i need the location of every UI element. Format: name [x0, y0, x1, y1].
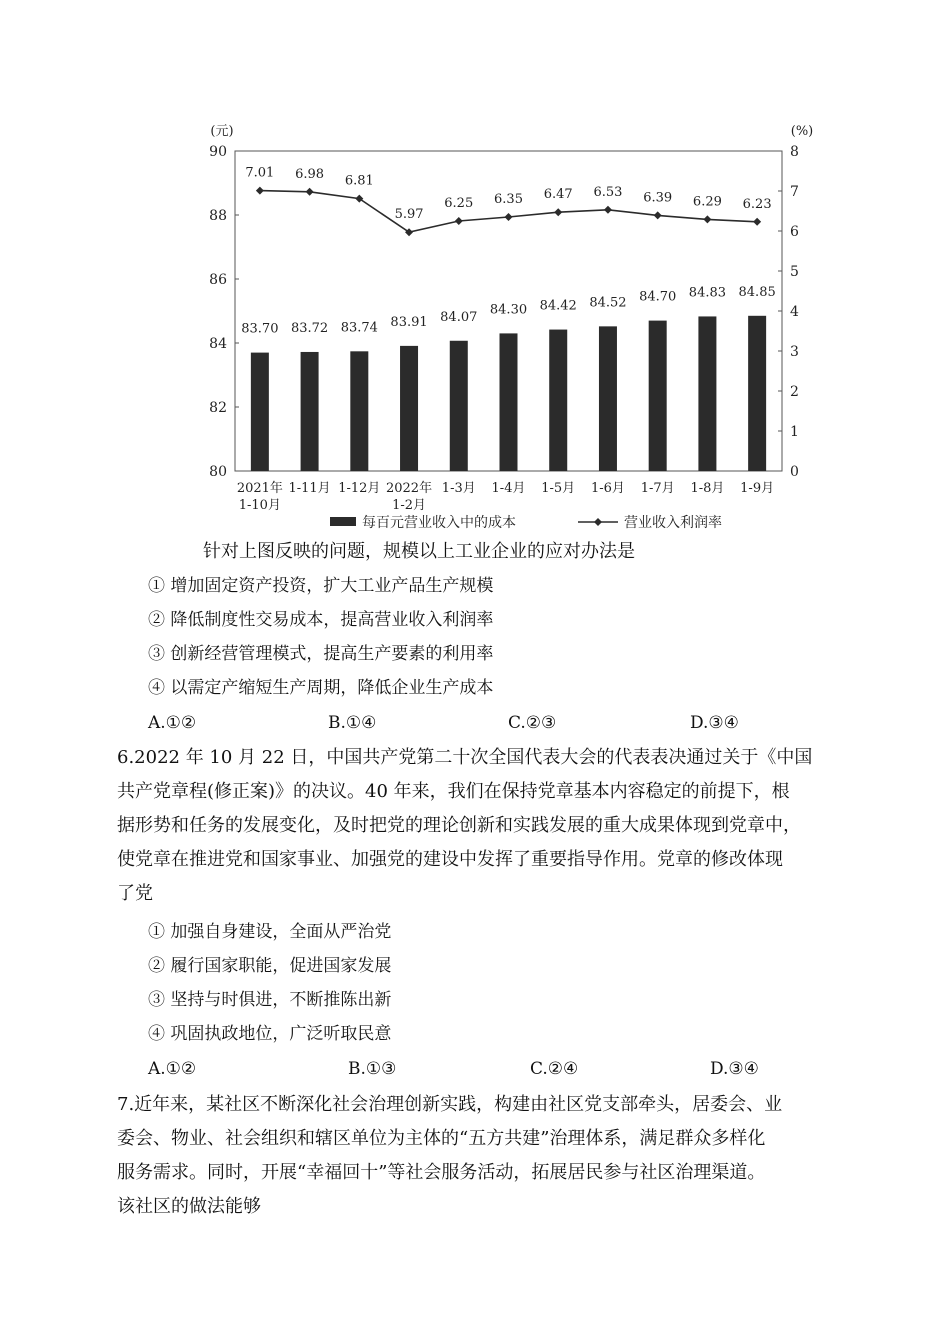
q5-answer-c: C.②③ [508, 713, 557, 733]
line-value-label: 6.81 [344, 173, 374, 189]
right-tick-label: 2 [790, 384, 799, 400]
bar [549, 330, 567, 471]
category-label: 2022年 [385, 481, 433, 496]
category-label: 1-2月 [392, 498, 427, 513]
left-tick-label: 82 [209, 400, 227, 416]
q6-answer-b: B.①③ [348, 1059, 397, 1079]
bar [450, 341, 468, 471]
q5-answer-a: A.①② [148, 713, 197, 733]
q6-line-1: 6.2022 年 10 月 22 日，中国共产党第二十次全国代表大会的代表表决通过关于《中国 [117, 747, 813, 768]
bar-value-label: 84.07 [440, 309, 478, 325]
bar-value-label: 83.91 [390, 314, 428, 330]
q6-option-1: ① 加强自身建设，全面从严治党 [148, 922, 392, 942]
line-marker [256, 187, 264, 195]
q6-line-5: 了党 [117, 883, 153, 904]
line-marker [455, 217, 463, 225]
q6-answer-a: A.①② [148, 1059, 197, 1079]
q5-option-4: ④ 以需定产缩短生产周期，降低企业生产成本 [148, 678, 494, 698]
bar [698, 316, 716, 471]
line-value-label: 6.98 [295, 166, 325, 182]
right-axis-unit: (%) [790, 124, 814, 139]
line-marker [554, 208, 562, 216]
category-label: 1-10月 [238, 498, 281, 513]
q5-option-3: ③ 创新经营管理模式，提高生产要素的利用率 [148, 644, 494, 664]
bar [748, 316, 766, 471]
category-label: 1-8月 [690, 481, 725, 496]
legend-line-label: 营业收入利润率 [624, 515, 722, 531]
left-tick-label: 86 [209, 272, 227, 288]
bar-value-label: 84.52 [589, 295, 627, 311]
bar [599, 326, 617, 471]
bar-value-label: 84.42 [539, 298, 577, 314]
category-label: 2021年 [236, 481, 283, 496]
right-tick-label: 1 [790, 424, 799, 440]
q7-line-4: 该社区的做法能够 [117, 1196, 261, 1217]
line-value-label: 6.47 [543, 187, 573, 203]
category-label: 1-11月 [288, 481, 331, 496]
category-label: 1-9月 [740, 481, 775, 496]
bar [649, 321, 667, 471]
q5-answer-b: B.①④ [328, 713, 377, 733]
right-tick-label: 5 [790, 264, 799, 280]
q5-answer-d: D.③④ [690, 713, 739, 733]
q5-option-1: ① 增加固定资产投资，扩大工业产品生产规模 [148, 576, 494, 596]
left-tick-label: 84 [209, 336, 227, 352]
q6-option-4: ④ 巩固执政地位，广泛听取民意 [148, 1024, 392, 1044]
line-value-label: 6.53 [593, 184, 623, 200]
bar [400, 346, 418, 471]
category-label: 1-4月 [491, 481, 526, 496]
bar [251, 353, 269, 471]
q6-line-4: 使党章在推进党和国家事业、加强党的建设中发挥了重要指导作用。党章的修改体现 [117, 849, 783, 870]
bar-value-label: 83.74 [340, 320, 378, 336]
line-marker [505, 213, 513, 221]
left-tick-label: 80 [209, 464, 227, 480]
q6-option-3: ③ 坚持与时俱进，不断推陈出新 [148, 990, 392, 1010]
line-marker [306, 188, 314, 196]
line-marker [703, 215, 711, 223]
q6-line-3: 据形势和任务的发展变化，及时把党的理论创新和实践发展的重大成果体现到党章中， [117, 815, 801, 836]
q6-answer-c: C.②④ [530, 1059, 579, 1079]
right-tick-label: 3 [790, 344, 799, 360]
bar-value-label: 84.30 [489, 302, 528, 318]
plot-area [209, 124, 813, 531]
combo-chart [200, 115, 820, 540]
bar-value-label: 84.85 [738, 284, 776, 300]
line-value-label: 6.23 [742, 196, 772, 212]
bar [500, 333, 518, 471]
left-tick-label: 90 [209, 144, 227, 160]
bar-value-label: 84.83 [688, 285, 727, 301]
right-tick-label: 8 [790, 144, 799, 160]
left-axis-unit: (元) [210, 124, 234, 139]
bar [301, 352, 319, 471]
right-tick-label: 0 [790, 464, 799, 480]
line-value-label: 6.25 [444, 196, 474, 211]
q6-line-2: 共产党章程(修正案)》的决议。40 年来，我们在保持党章基本内容稳定的前提下，根 [117, 781, 790, 802]
line-marker [654, 211, 662, 219]
bar [350, 351, 368, 471]
q5-option-2: ② 降低制度性交易成本，提高营业收入利润率 [148, 610, 494, 630]
line-value-label: 6.39 [643, 190, 673, 206]
q6-answer-d: D.③④ [710, 1059, 759, 1079]
line-marker [604, 206, 612, 214]
line-value-label: 7.01 [245, 165, 275, 181]
left-tick-label: 88 [209, 208, 227, 224]
line-value-label: 6.35 [494, 192, 523, 207]
bar-value-label: 84.70 [639, 289, 677, 305]
category-label: 1-7月 [640, 481, 675, 496]
legend-bar-label: 每百元营业收入中的成本 [362, 515, 516, 531]
right-tick-label: 4 [790, 304, 799, 320]
category-label: 1-6月 [590, 481, 625, 496]
q7-line-2: 委会、物业、社会组织和辖区单位为主体的“五方共建”治理体系，满足群众多样化 [117, 1128, 766, 1149]
right-tick-label: 6 [790, 224, 799, 240]
line-value-label: 6.29 [692, 194, 722, 210]
right-tick-label: 7 [790, 184, 799, 200]
category-label: 1-3月 [441, 481, 476, 496]
category-label: 1-5月 [541, 481, 576, 496]
q5-stem: 针对上图反映的问题，规模以上工业企业的应对办法是 [203, 541, 635, 562]
q7-line-1: 7.近年来，某社区不断深化社会治理创新实践，构建由社区党支部牵头，居委会、业 [117, 1094, 783, 1115]
q7-line-3: 服务需求。同时，开展“幸福回十”等社会服务活动，拓展居民参与社区治理渠道。 [117, 1162, 766, 1183]
category-label: 1-12月 [338, 481, 381, 496]
bar-value-label: 83.70 [241, 321, 279, 337]
bar-value-label: 83.72 [290, 320, 329, 336]
legend-line-marker [594, 518, 602, 526]
q6-option-2: ② 履行国家职能，促进国家发展 [148, 956, 392, 976]
line-value-label: 5.97 [394, 207, 424, 223]
line-marker [753, 218, 761, 226]
legend-bar-swatch [330, 517, 356, 526]
